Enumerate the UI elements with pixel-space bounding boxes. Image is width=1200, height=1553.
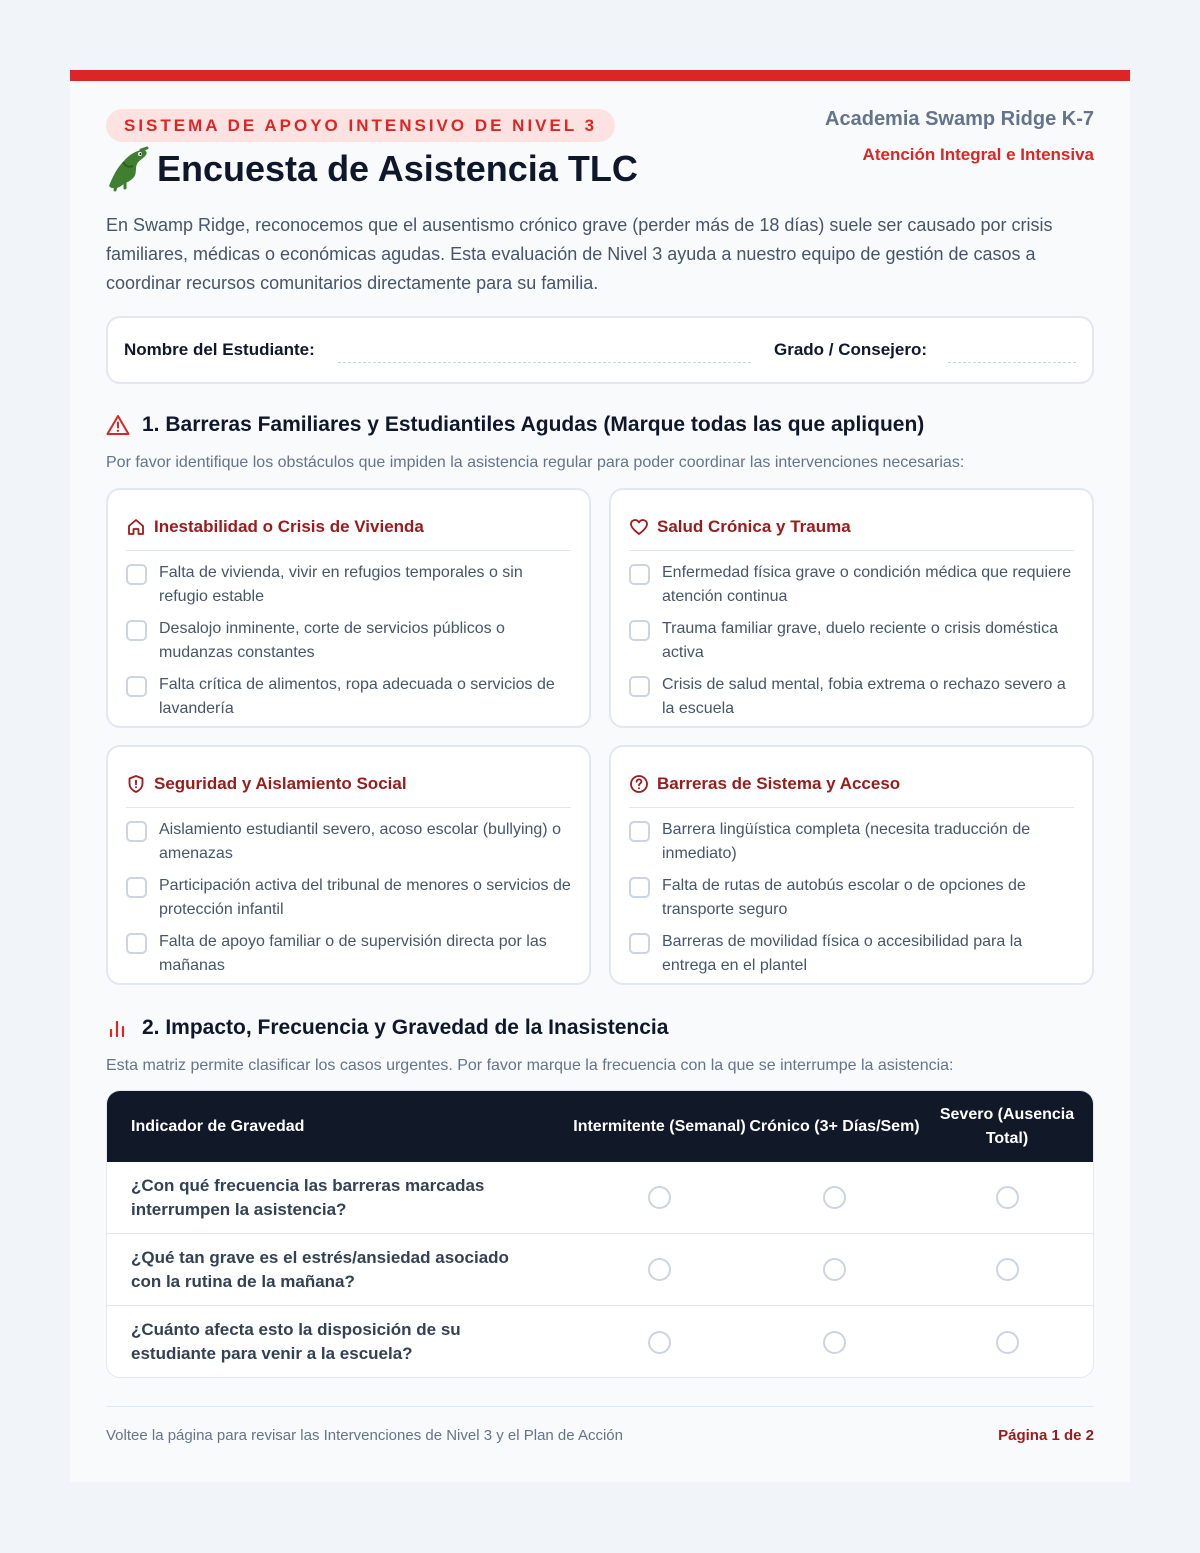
radio-intermittent[interactable] [648,1331,671,1354]
card-access-title: Barreras de Sistema y Acceso [657,773,901,793]
shield-alert-icon [126,774,146,794]
checkbox-label: Barrera lingüística completa (necesita traducción de inmediato) [662,821,1031,862]
table-row [107,1162,1093,1234]
row-question: ¿Qué tan grave es el estrés/ansiedad asociado con la rutina de la mañana? [131,1247,509,1291]
survey-page [70,70,1130,1482]
card-access [609,745,1094,985]
card-housing-title: Inestabilidad o Crisis de Vivienda [154,516,424,536]
section-2-subtitle: Esta matriz permite clasificar los casos urgentes. Por favor marque la frecuencia con la que se interrumpe la asistencia: [106,1057,954,1074]
section-1-title-text: 1. Barreras Familiares y Estudiantiles Agudas (Marque todas las que apliquen) [142,413,925,436]
help-circle-icon [629,774,649,794]
checkbox-item[interactable] [629,617,1074,665]
severity-matrix [106,1090,1094,1378]
card-safety-title: Seguridad y Aislamiento Social [154,773,407,793]
section-1-subtitle: Por favor identifique los obstáculos que impiden la asistencia regular para poder coordinar las intervenciones necesarias: [106,454,965,471]
checkbox[interactable] [629,676,650,697]
radio-intermittent[interactable] [648,1186,671,1209]
card-housing [106,488,591,728]
card-safety-header [126,760,571,808]
radio-severe[interactable] [996,1186,1019,1209]
bar-chart-icon [106,1017,130,1039]
radio-severe[interactable] [996,1258,1019,1281]
radio-chronic[interactable] [823,1186,846,1209]
intro-paragraph: En Swamp Ridge, reconocemos que el ausentismo crónico grave (perder más de 18 días) suele ser causado por crisis familiares, médicas o económicas agudas. Esta evaluación de Nivel 3 ayuda a nuestro equipo de gestión de casos a coordinar recursos comunitarios directamente para su familia. [106,215,1053,293]
checkbox-label: Trauma familiar grave, duelo reciente o crisis doméstica activa [662,620,1059,661]
checkbox-item[interactable] [126,930,571,978]
student-info-box [106,316,1094,384]
grade-counselor-field[interactable] [948,362,1076,363]
card-health-header [629,503,1074,551]
school-tagline: Atención Integral e Intensiva [862,145,1094,164]
card-health-title: Salud Crónica y Trauma [657,516,851,536]
section-2-title [106,1016,668,1040]
checkbox-label: Crisis de salud mental, fobia extrema o rechazo severo a la escuela [662,676,1066,717]
header-intermittent: Intermitente (Semanal) [573,1117,746,1135]
checkbox[interactable] [629,821,650,842]
checkbox-item[interactable] [126,561,571,609]
checkbox-label: Falta crítica de alimentos, ropa adecuada o servicios de lavandería [159,676,555,717]
row-question: ¿Cuánto afecta esto la disposición de su estudiante para venir a la escuela? [131,1320,461,1363]
checkbox[interactable] [629,877,650,898]
card-access-header [629,760,1074,808]
checkbox-label: Falta de apoyo familiar o de supervisión directa por las mañanas [159,933,547,974]
school-name: Academia Swamp Ridge K-7 [825,108,1094,130]
checkbox[interactable] [629,564,650,585]
checkbox[interactable] [629,933,650,954]
checkbox-item[interactable] [126,617,571,665]
heart-icon [629,517,649,537]
checkbox[interactable] [629,620,650,641]
checkbox-item[interactable] [629,673,1074,721]
checkbox[interactable] [126,564,147,585]
radio-chronic[interactable] [823,1331,846,1354]
grade-counselor-label: Grado / Consejero: [774,340,928,359]
checkbox-label: Aislamiento estudiantil severo, acoso escolar (bullying) o amenazas [159,821,561,862]
title-text: Encuesta de Asistencia TLC [157,148,638,189]
checkbox-item[interactable] [629,818,1074,866]
checkbox-item[interactable] [629,930,1074,978]
warning-triangle-icon [106,414,130,436]
radio-severe[interactable] [996,1331,1019,1354]
checkbox-label: Falta de vivienda, vivir en refugios temporales o sin refugio estable [159,564,523,605]
header-chronic: Crónico (3+ Días/Sem) [749,1117,920,1135]
page-number: Página 1 de 2 [998,1427,1094,1444]
radio-chronic[interactable] [823,1258,846,1281]
tier-badge: SISTEMA DE APOYO INTENSIVO DE NIVEL 3 [106,109,615,142]
section-1-title [106,413,924,437]
checkbox[interactable] [126,877,147,898]
page-title [103,146,638,192]
home-icon [126,517,146,537]
row-question: ¿Con qué frecuencia las barreras marcadas interrumpen la asistencia? [131,1175,485,1219]
checkbox-item[interactable] [629,874,1074,922]
header-severe: Severo (Ausencia Total) [939,1105,1075,1147]
table-row [107,1234,1093,1306]
footer-divider [106,1406,1094,1407]
checkbox[interactable] [126,676,147,697]
checkbox[interactable] [126,933,147,954]
crocodile-icon [103,146,151,192]
checkbox-label: Enfermedad física grave o condición médica que requiere atención continua [662,564,1072,605]
checkbox-label: Participación activa del tribunal de menores o servicios de protección infantil [159,877,571,918]
student-name-field[interactable] [338,362,751,363]
table-row [107,1306,1093,1378]
header-indicator: Indicador de Gravedad [131,1117,305,1135]
section-2-title-text: 2. Impacto, Frecuencia y Gravedad de la Inasistencia [142,1016,669,1039]
checkbox-label: Desalojo inminente, corte de servicios públicos o mudanzas constantes [159,620,505,661]
student-name-label: Nombre del Estudiante: [124,340,315,359]
checkbox-label: Falta de rutas de autobús escolar o de opciones de transporte seguro [662,877,1026,918]
radio-intermittent[interactable] [648,1258,671,1281]
top-accent-bar [70,70,1130,81]
checkbox[interactable] [126,821,147,842]
checkbox-item[interactable] [126,673,571,721]
card-housing-header [126,503,571,551]
checkbox-item[interactable] [126,874,571,922]
checkbox-item[interactable] [126,818,571,866]
card-safety [106,745,591,985]
checkbox-label: Barreras de movilidad física o accesibilidad para la entrega en el plantel [662,933,1023,974]
footer-note: Voltee la página para revisar las Intervenciones de Nivel 3 y el Plan de Acción [106,1427,623,1444]
checkbox-item[interactable] [629,561,1074,609]
matrix-header [107,1091,1093,1162]
card-health [609,488,1094,728]
checkbox[interactable] [126,620,147,641]
